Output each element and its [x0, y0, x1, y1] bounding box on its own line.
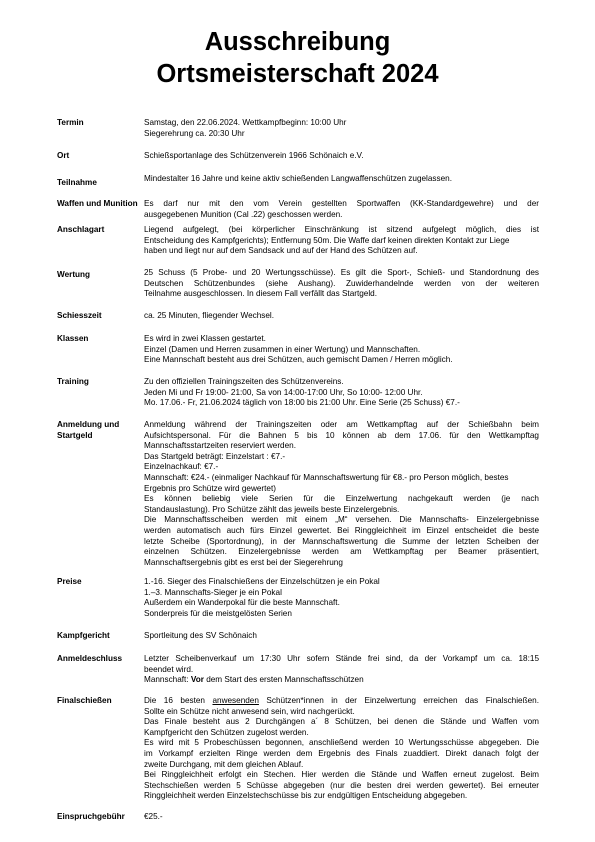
section-content [144, 199, 539, 220]
content-line: Ergebnis pro Schütze wird gewertet) [144, 483, 276, 493]
content-line: Mo. 17.06.- Fr, 21.06.2024 täglich von 18:00 bis 21:00 Uhr. Eine Serie (25 Schuss) €7.- [144, 398, 460, 408]
content-text: Mannschaft: [144, 675, 191, 685]
content-line: Mindestalter 16 Jahre und keine aktiv schießenden Langwaffenschützen zugelassen. [144, 174, 452, 183]
content-line: Liegend aufgelegt, (bei körperlicher Einschränkung ist sitzend aufgelegt möglich, dies ist [144, 225, 539, 234]
emphasis-text: Vor [190, 675, 204, 685]
content-line: Bei Ringgleichheit erfolgt ein Stechen. Hier werden die Stände und Waffen erneut zugelost. Beim [144, 770, 539, 780]
section-content [144, 654, 539, 686]
content-line: Aufsichtspersonal. Für die Bahnen 5 bis 10 können ab dem 17.06. für den Wettkampftag [144, 430, 539, 440]
section-content [144, 225, 539, 257]
content-line: beendet wird. [144, 664, 194, 674]
document-title [0, 26, 595, 90]
section-label: Kampfgericht [57, 631, 110, 640]
content-line: Einzel (Damen und Herren zusammen in einer Wertung) und Mannschaften. [144, 344, 421, 354]
content-line: Sollte ein Schütze nicht anwesend sein, wird nachgerückt. [144, 706, 355, 716]
section-content [144, 334, 539, 366]
content-line: Das Startgeld beträgt: Einzelstart : €7.- [144, 451, 286, 461]
section-content [144, 151, 539, 162]
content-line: 1.–3. Mannschafts-Sieger je ein Pokal [144, 587, 282, 597]
content-line: Eine Mannschaft besteht aus drei Schützen, auch gemischt Damen / Herren möglich. [144, 355, 453, 365]
content-line: Standauslastung). Pro Schütze zählt das jeweils beste Einzelergebnis. [144, 504, 400, 514]
section-content [144, 174, 539, 185]
content-line: werden automatisch auch fürs Einzel gewertet. Bei Ringgleichheit im Einzel entscheidet die beste [144, 525, 539, 535]
content-line: Stechschießen werden 5 Schüsse abgegeben (nur die besten drei werden gewertet). Bei erneuter [144, 780, 539, 790]
content-line: Mannschaft: €24.- (einmaliger Nachkauf für Mannschaftswertung für €8.- pro Person möglich, bestes [144, 472, 509, 482]
section-label: Anmeldeschluss [57, 654, 123, 663]
content-line: Das Finale besteht aus 2 Durchgängen a´ 8 Schützen, bei denen die Stände und Waffen vom [144, 717, 539, 727]
section-content [144, 696, 539, 802]
section-label: Schiesszeit [57, 311, 102, 320]
section-label: Ort [57, 151, 70, 160]
content-line: Zu den offiziellen Trainingszeiten des Schützenvereins. [144, 377, 344, 386]
section-label: Anschlagart [57, 225, 105, 234]
content-line: 25 Schuss (5 Probe- und 20 Wertungsschüsse). Es gilt die Sport-, Schieß- und Standordnung des [144, 268, 539, 277]
section-label: Einspruchgebühr [57, 812, 125, 821]
section-label: Anmeldung und Startgeld [57, 420, 120, 440]
content-line: ca. 25 Minuten, fliegender Wechsel. [144, 311, 275, 320]
section-label: Termin [57, 118, 84, 127]
content-line: Samstag, den 22.06.2024. Wettkampfbeginn: 10:00 Uhr [144, 118, 347, 127]
section-label: Finalschießen [57, 696, 112, 705]
content-line: Entscheidung des Kampfgerichts); Entfernung 50m. Die Waffe darf keinen direkten Kontakt zur Liege [144, 235, 510, 245]
content-line: Es darf nur mit den vom Verein gestellten Sportwaffen (KK-Standardgewehre) und der [144, 199, 539, 208]
content-line: Letzter Scheibenverkauf um 17:30 Uhr sofern Stände frei sind, da der Vorkampf um ca. 18:15 [144, 654, 539, 663]
content-line: Kampfgericht den Schützen zugelost werden. [144, 727, 309, 737]
content-line: Mannschaftsergebnis gibt es erst bei der Siegerehrung [144, 557, 343, 567]
section-content [144, 268, 539, 300]
section-label: Training [57, 377, 89, 386]
content-line: Außerdem ein Wanderpokal für die beste Mannschaft. [144, 598, 340, 608]
content-line: Sportleitung des SV Schönaich [144, 631, 257, 640]
content-line: Schießsportanlage des Schützenverein 1966 Schönaich e.V. [144, 151, 364, 160]
content-line: Ringgleichheit werden Einzelstechschüsse bis zur endgültigen Entscheidung abgegeben. [144, 791, 468, 801]
content-line: Mannschaftsstartzeiten reserviert werden. [144, 441, 296, 451]
content-line: Anmeldung während der Trainingszeiten oder am Wettkampftag auf der Schießbahn beim [144, 420, 539, 429]
content-line: letzte Scheibe (Sportordnung), in der Mannschaftswertung die Summe der letzten Scheiben der [144, 536, 539, 546]
content-line: Die Mannschaftsscheiben werden mit einem „M“ versehen. Die Mannschafts- Einzelergebnisse [144, 515, 539, 525]
content-line [144, 696, 539, 707]
content-line: Deutschen Schützenbundes (siehe Aushang). Zuwiderhandelnde werden von der weiteren [144, 278, 539, 288]
section-label: Preise [57, 577, 82, 586]
content-line: Es wird in zwei Klassen gestartet. [144, 334, 266, 343]
underlined-text: anwesenden [212, 696, 259, 705]
section-label: Teilnahme [57, 178, 97, 187]
content-line: 1.-16. Sieger des Finalschießens der Einzelschützen je ein Pokal [144, 577, 380, 586]
content-line: haben und liegt nur auf dem Sandsack und auf der Hand des Schützen auf. [144, 246, 418, 256]
section-content [144, 377, 539, 409]
section-content [144, 631, 539, 642]
content-line: Es können beliebig viele Serien für die Einzelwertung nachgekauft werden (je nach [144, 494, 539, 504]
content-line: Teilnahme ausgeschlossen. In diesem Fall verfällt das Startgeld. [144, 289, 378, 299]
content-text: Schützen*innen in der Einzelwertung erreichen das Finalschießen. [258, 696, 539, 705]
section-label: Klassen [57, 334, 89, 343]
content-line: im Vorkampf erzielten Ringe werden dem Ergebnis des Finals zuaddiert. Direkt danach folgt der [144, 748, 539, 758]
section-content [144, 311, 539, 322]
title-line-2: Ortsmeisterschaft 2024 [156, 60, 439, 88]
section-label: Wertung [57, 270, 91, 279]
section-content [144, 577, 539, 619]
section-content [144, 812, 539, 823]
content-line: Es wird mit 5 Probeschüssen begonnen, anschließend werden 10 Wertungsschüsse abgegeben. Die [144, 738, 539, 748]
content-line: Einzelnachkauf: €7.- [144, 462, 219, 472]
content-line [144, 675, 539, 686]
content-line: Siegerehrung ca. 20:30 Uhr [144, 128, 245, 138]
section-content [144, 420, 539, 568]
content-text: Die 16 besten [144, 696, 213, 705]
content-line: Jeden Mi und Fr 19:00- 21:00, Sa von 14:00-17:00 Uhr, So 10:00- 12:00 Uhr. [144, 387, 423, 397]
section-label: Waffen und Munition [57, 199, 138, 208]
content-text: dem Start des ersten Mannschaftsschützen [203, 675, 364, 685]
content-line: einzelnen Schützen. Einzelergebnisse werden am Wettkampftag per Beamer präsentiert, [144, 547, 539, 557]
title-line-1: Ausschreibung [204, 28, 391, 56]
content-line: zweite Durchgang, mit dem gleichen Ablauf. [144, 759, 304, 769]
content-line: ausgegebenen Munition (Cal .22) geschossen werden. [144, 209, 343, 219]
content-line: €25.- [144, 812, 163, 821]
content-line: Sonderpreis für die meistgelösten Serien [144, 608, 292, 618]
section-content [144, 118, 539, 139]
